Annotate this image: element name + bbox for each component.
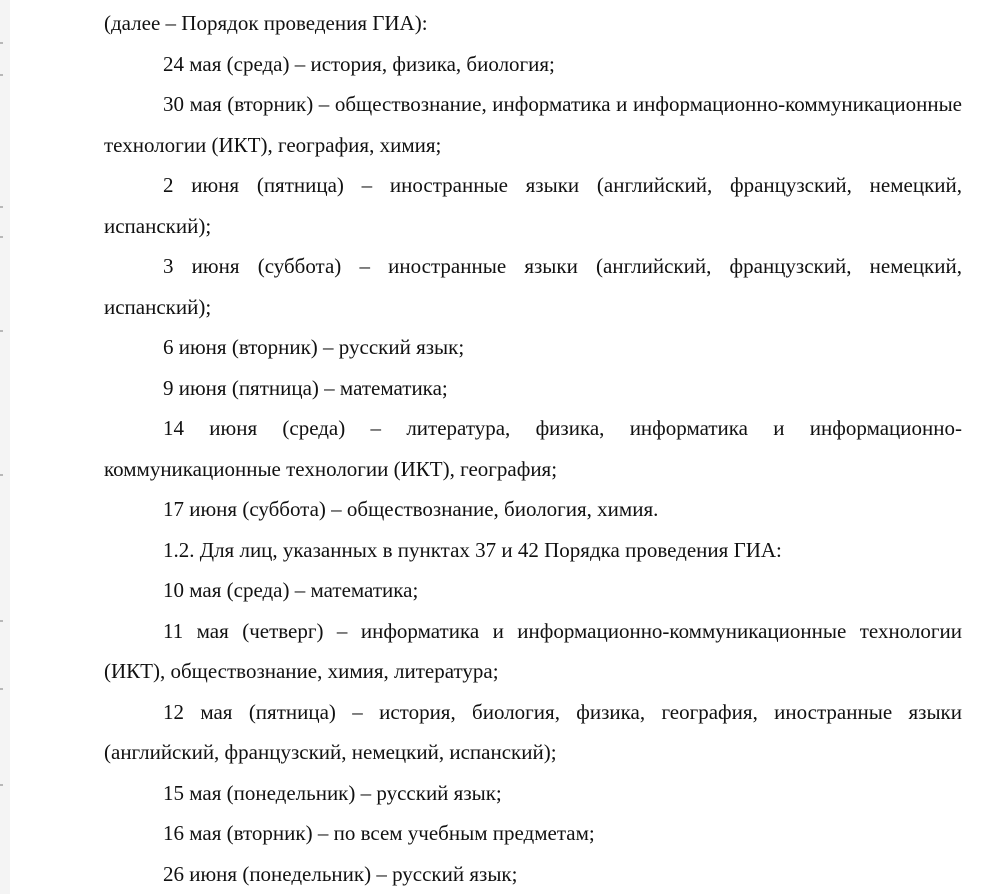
paragraph-june-26: 26 июня (понедельник) – русский язык; — [163, 861, 518, 886]
edge-mark — [0, 620, 3, 622]
paragraph-may-15: 15 мая (понедельник) – русский язык; — [163, 780, 502, 805]
paragraph-june-2: 2 июня (пятница) – иностранные языки (английский, французский, немецкий, испанский); — [104, 173, 962, 238]
edge-mark — [0, 474, 3, 476]
edge-mark — [0, 688, 3, 690]
paragraph-june-3: 3 июня (суббота) – иностранные языки (английский, французский, немецкий, испанский); — [104, 254, 962, 319]
edge-mark — [0, 74, 3, 76]
paragraph-may-30: 30 мая (вторник) – обществознание, информатика и информационно-коммуникационные технологии (ИКТ), география, химия; — [104, 92, 962, 157]
edge-mark — [0, 330, 3, 332]
edge-mark — [0, 236, 3, 238]
paragraph-intro: (далее – Порядок проведения ГИА): — [104, 11, 428, 35]
paragraph-may-24: 24 мая (среда) – история, физика, биология; — [163, 51, 555, 76]
paragraph-section-1-2: 1.2. Для лиц, указанных в пунктах 37 и 42 Порядка проведения ГИА: — [163, 537, 782, 562]
edge-mark — [0, 206, 3, 208]
paragraph-june-6: 6 июня (вторник) – русский язык; — [163, 335, 465, 359]
paragraph-june-17: 17 июня (суббота) – обществознание, биология, химия. — [163, 497, 659, 521]
left-window-edge — [0, 0, 10, 894]
edge-mark — [0, 784, 3, 786]
paragraph-may-12: 12 мая (пятница) – история, биология, физика, география, иностранные языки (английский, французский, немецкий, испанский); — [104, 699, 962, 764]
paragraph-may-11: 11 мая (четверг) – информатика и информационно-коммуникационные технологии (ИКТ), обществознание, химия, литература; — [104, 618, 962, 683]
edge-mark — [0, 42, 3, 44]
document-page — [104, 3, 962, 894]
paragraph-may-16: 16 мая (вторник) – по всем учебным предметам; — [163, 821, 595, 845]
paragraph-june-14: 14 июня (среда) – литература, физика, информатика и информационно-коммуникационные технологии (ИКТ), география; — [104, 416, 962, 481]
paragraph-june-9: 9 июня (пятница) – математика; — [163, 375, 448, 400]
paragraph-may-10: 10 мая (среда) – математика; — [163, 578, 419, 602]
